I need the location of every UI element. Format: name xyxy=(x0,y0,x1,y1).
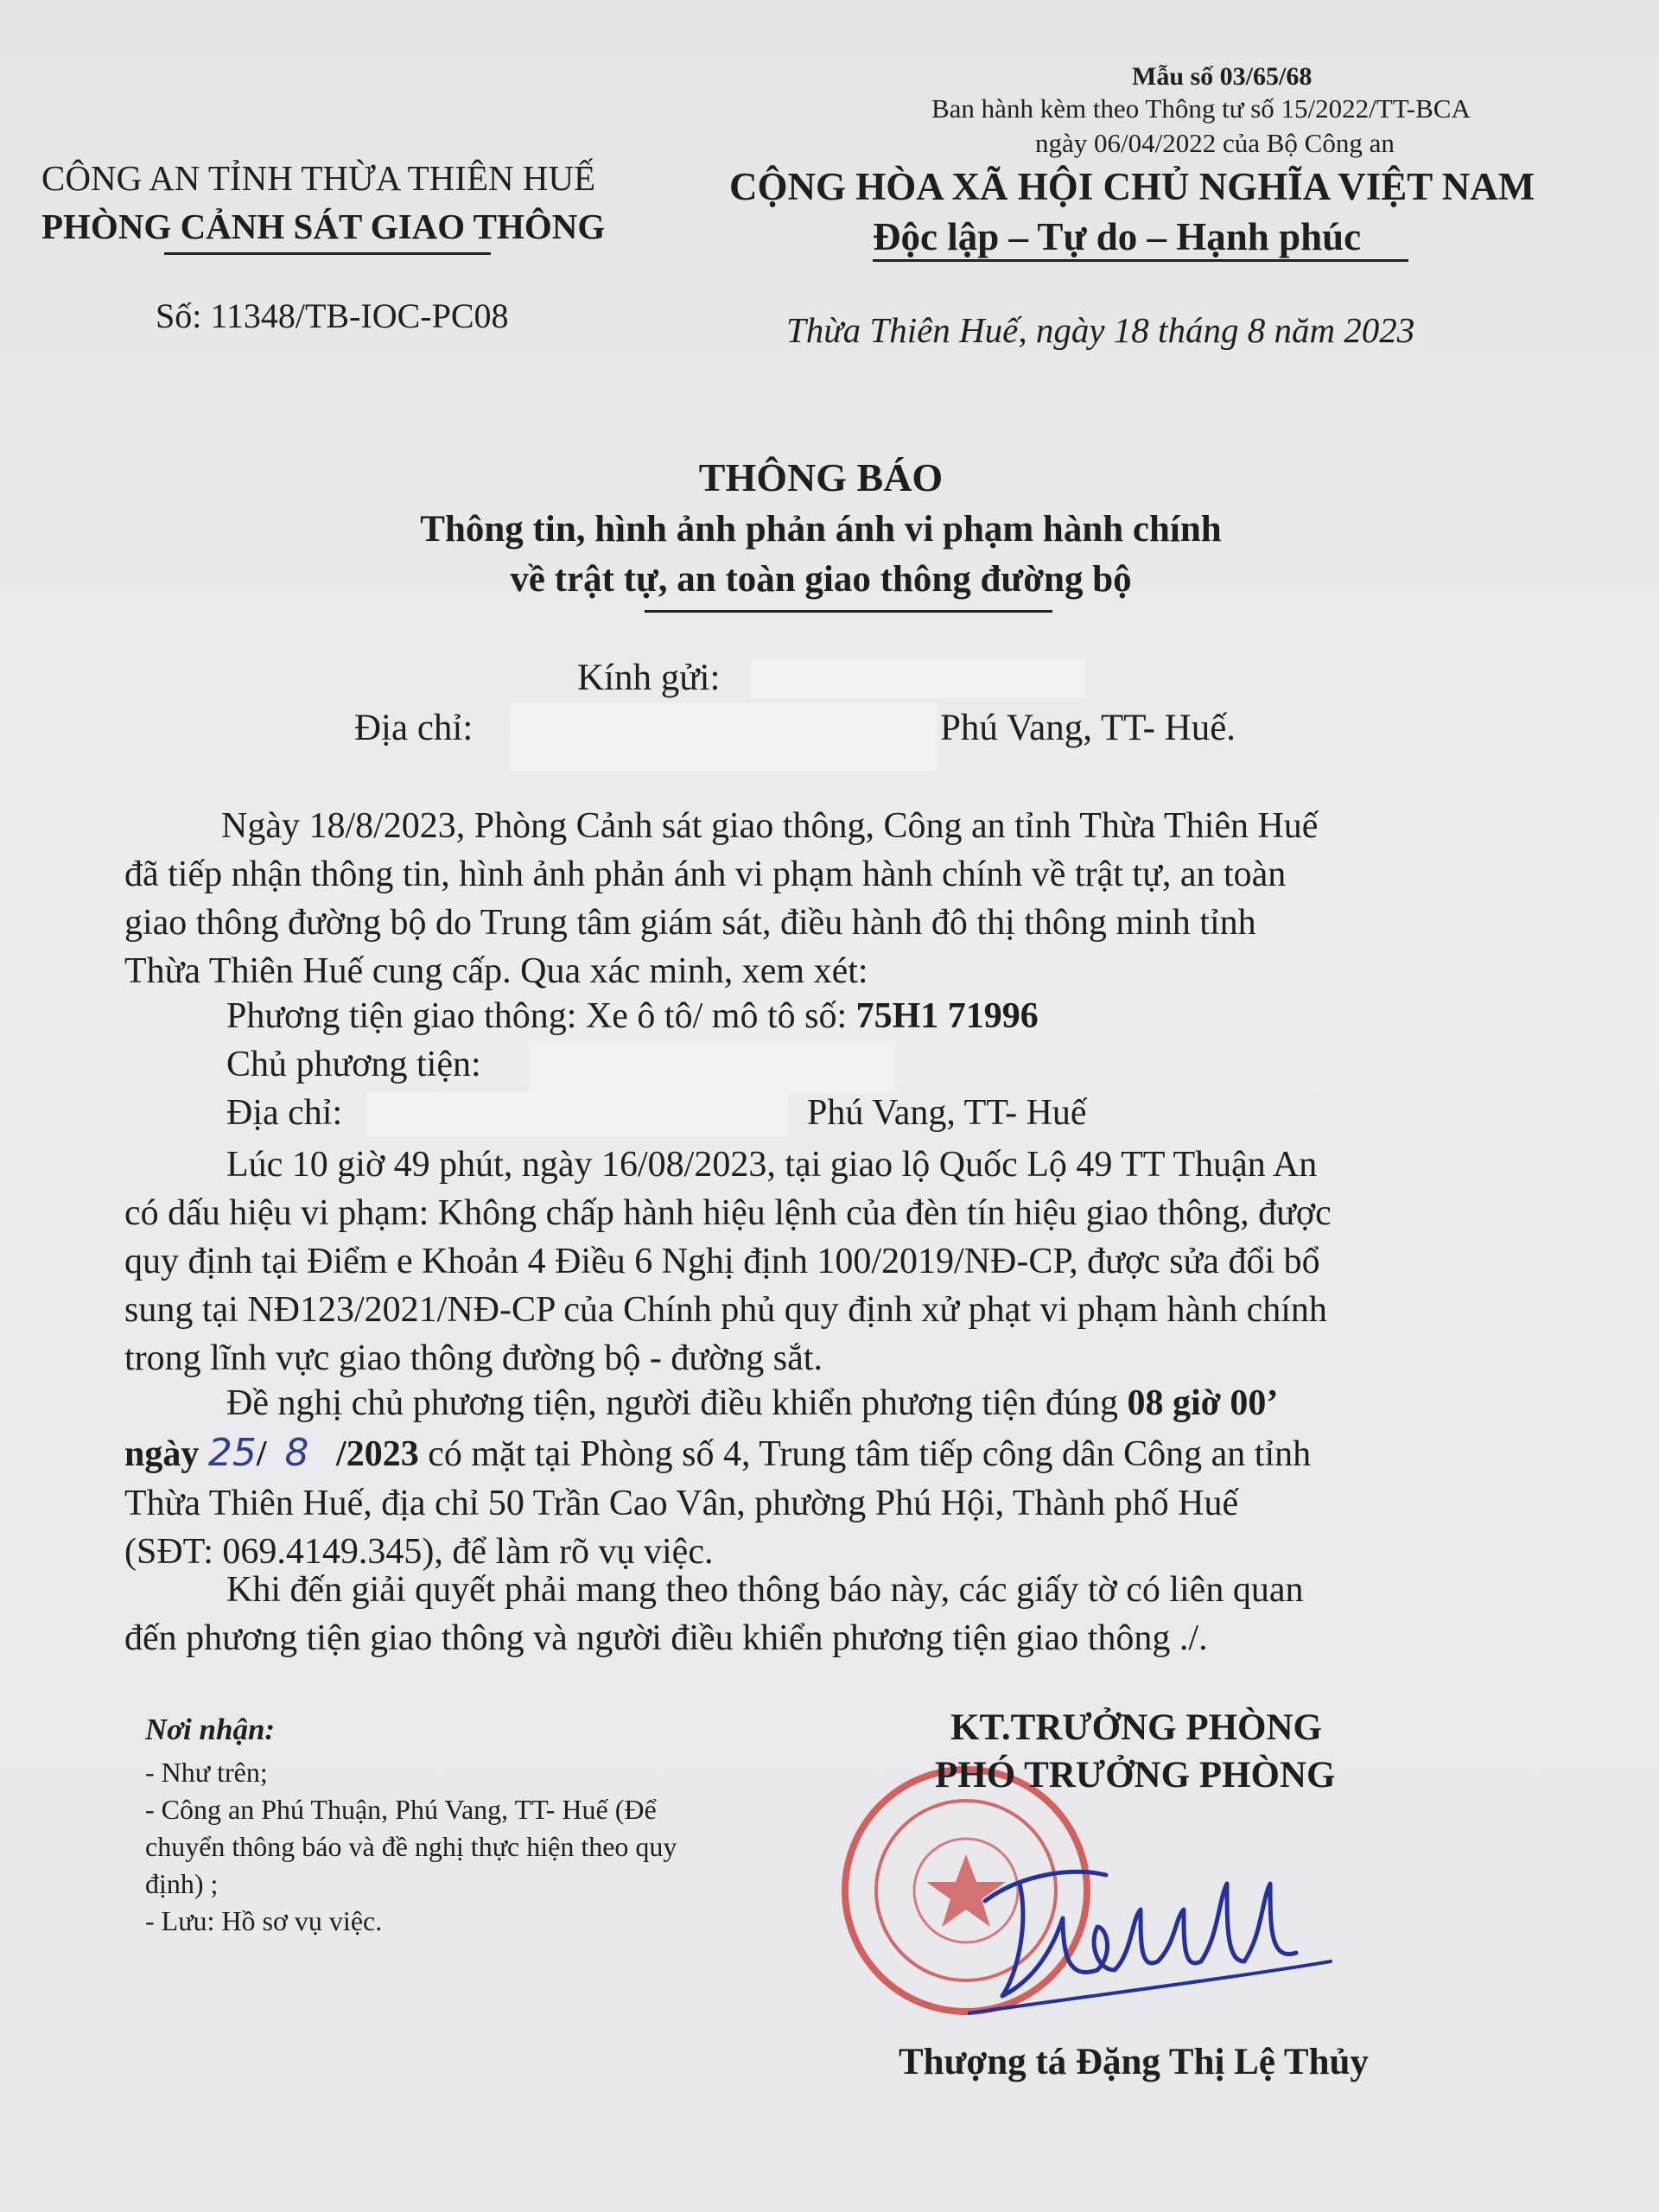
recipient-item: - Như trên; xyxy=(145,1757,268,1788)
national-motto: Độc lập – Tự do – Hạnh phúc xyxy=(873,215,1362,258)
handwritten-signature xyxy=(968,1849,1348,2022)
vehicle-label: Phương tiện giao thông: Xe ô tô/ mô tô số: xyxy=(226,996,848,1036)
request-line-2 xyxy=(124,1431,1311,1475)
violation-line: quy định tại Điểm e Khoản 4 Điều 6 Nghị định 100/2019/NĐ-CP, được sửa đổi bổ xyxy=(124,1242,1320,1281)
intro-paragraph xyxy=(124,802,1517,995)
intro-line: Ngày 18/8/2023, Phòng Cảnh sát giao thông, Công an tỉnh Thừa Thiên Huế xyxy=(221,806,1319,846)
vehicle-plate: 75H1 71996 xyxy=(855,996,1039,1036)
form-issued-with: Ban hành kèm theo Thông tư số 15/2022/TT-BCA xyxy=(931,93,1471,124)
redacted-owner-address xyxy=(366,1092,788,1137)
document-subtitle-line2: về trật tự, an toàn giao thông đường bộ xyxy=(510,559,1132,600)
closing-line: Khi đến giải quyết phải mang theo thông báo này, các giấy tờ có liên quan xyxy=(226,1570,1304,1610)
recipients-title: Nơi nhận: xyxy=(145,1713,276,1746)
owner-address-fragment: Phú Vang, TT- Huế xyxy=(807,1093,1087,1133)
department-name: PHÒNG CẢNH SÁT GIAO THÔNG xyxy=(41,207,606,246)
closing-line: đến phương tiện giao thông và người điều khiển phương tiện giao thông ./. xyxy=(124,1618,1208,1658)
closing-paragraph xyxy=(124,1566,1517,1662)
redacted-recipient-address xyxy=(510,703,937,771)
redacted-recipient-name xyxy=(750,658,1085,698)
title-underline xyxy=(645,610,1052,613)
signer-name: Thượng tá Đặng Thị Lệ Thủy xyxy=(899,2042,1369,2082)
owner-address-label: Địa chỉ: xyxy=(226,1093,343,1133)
recipient-item: - Lưu: Hồ sơ vụ việc. xyxy=(145,1905,383,1936)
place-date: Thừa Thiên Huế, ngày 18 tháng 8 năm 2023 xyxy=(786,310,1415,350)
request-line-1 xyxy=(226,1382,1278,1424)
request-day-label: ngày xyxy=(124,1434,200,1474)
request-line: (SĐT: 069.4149.345), để làm rõ vụ việc. xyxy=(124,1532,714,1572)
department-underline xyxy=(164,252,491,255)
request-text: Đề nghị chủ phương tiện, người điều khiển phương tiện đúng xyxy=(226,1383,1118,1423)
recipient-item: chuyển thông báo và đề nghị thực hiện theo quy xyxy=(145,1831,677,1862)
redacted-owner-name xyxy=(529,1042,895,1094)
country-name: CỘNG HÒA XÃ HỘI CHỦ NGHĨA VIỆT NAM xyxy=(729,165,1535,208)
violation-line: trong lĩnh vực giao thông đường bộ - đường sắt. xyxy=(124,1338,823,1378)
vehicle-row xyxy=(226,995,1039,1037)
violation-paragraph xyxy=(124,1141,1517,1382)
recipients-list xyxy=(145,1754,802,1940)
violation-line: sung tại NĐ123/2021/NĐ-CP của Chính phủ quy định xử phạt vi phạm hành chính xyxy=(124,1290,1327,1330)
intro-line: giao thông đường bộ do Trung tâm giám sát, điều hành đô thị thông minh tỉnh xyxy=(124,903,1256,943)
intro-line: đã tiếp nhận thông tin, hình ảnh phản ánh vi phạm hành chính về trật tự, an toàn xyxy=(124,855,1287,894)
form-number: Mẫu số 03/65/68 xyxy=(1132,62,1313,91)
document-subtitle-line1: Thông tin, hình ảnh phản ánh vi phạm hành chính xyxy=(420,509,1222,550)
agency-name: CÔNG AN TỈNH THỪA THIÊN HUẾ xyxy=(41,158,596,198)
document-title: THÔNG BÁO xyxy=(698,455,944,499)
signature-title-2: PHÓ TRƯỞNG PHÒNG xyxy=(935,1755,1336,1796)
recipient-address-label: Địa chỉ: xyxy=(354,708,474,748)
handwritten-day: 25 xyxy=(207,1431,257,1475)
signature-title-1: KT.TRƯỞNG PHÒNG xyxy=(950,1707,1322,1748)
request-paragraph-rest xyxy=(124,1479,1517,1576)
request-line: Thừa Thiên Huế, địa chỉ 50 Trần Cao Vân, phường Phú Hội, Thành phố Huế xyxy=(124,1484,1239,1523)
intro-line: Thừa Thiên Huế cung cấp. Qua xác minh, xem xét: xyxy=(124,951,868,991)
recipient-item: định) ; xyxy=(145,1868,219,1899)
request-time: 08 giờ 00’ xyxy=(1127,1383,1279,1423)
recipient-item: - Công an Phú Thuận, Phú Vang, TT- Huế (Để xyxy=(145,1794,657,1825)
violation-line: Lúc 10 giờ 49 phút, ngày 16/08/2023, tại giao lộ Quốc Lộ 49 TT Thuận An xyxy=(226,1145,1318,1185)
date-slash: / xyxy=(256,1434,267,1474)
form-issued-date: ngày 06/04/2022 của Bộ Công an xyxy=(1035,128,1395,158)
document-number: Số: 11348/TB-IOC-PC08 xyxy=(156,296,509,335)
handwritten-month: 8 xyxy=(284,1431,309,1475)
recipient-address-fragment: Phú Vang, TT- Huế. xyxy=(940,708,1236,748)
request-location: có mặt tại Phòng số 4, Trung tâm tiếp công dân Công an tỉnh xyxy=(428,1434,1312,1474)
request-year: /2023 xyxy=(336,1434,419,1474)
recipient-label: Kính gửi: xyxy=(577,658,721,698)
owner-label: Chủ phương tiện: xyxy=(226,1045,481,1084)
motto-underline xyxy=(873,259,1408,262)
violation-line: có dấu hiệu vi phạm: Không chấp hành hiệu lệnh của đèn tín hiệu giao thông, được xyxy=(124,1193,1332,1233)
